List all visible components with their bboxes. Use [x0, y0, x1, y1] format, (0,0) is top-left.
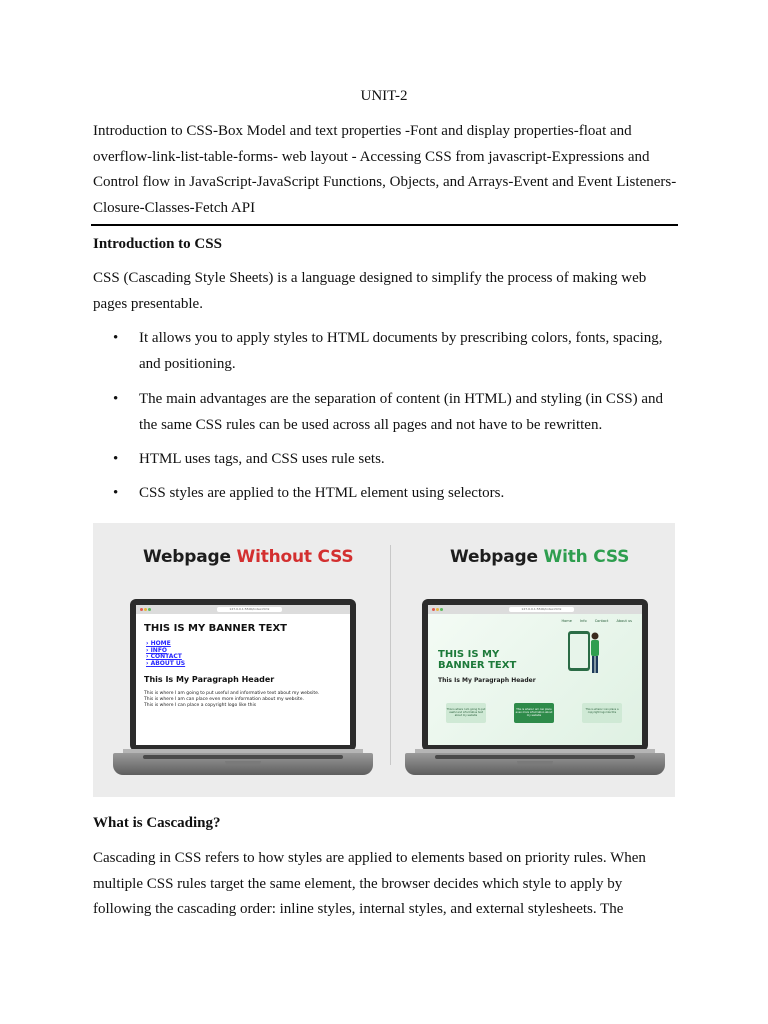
plain-banner-text: THIS IS MY BANNER TEXT [144, 623, 287, 634]
intro-heading: Introduction to CSS [93, 236, 222, 252]
nav-item: Home [561, 619, 572, 623]
bullet-icon: • [113, 451, 119, 467]
plain-text-line: This is where I am can place even more information about my website. [144, 697, 305, 702]
browser-bar [428, 605, 642, 614]
url-bar: 127.0.0.1:5500/index.html [509, 607, 573, 612]
styled-paragraph-header: This Is My Paragraph Header [438, 677, 536, 684]
styled-webpage-screen [428, 605, 642, 745]
info-card: This is where I can place a copyright logo like this [582, 703, 622, 723]
laptop-with-css [405, 597, 667, 779]
info-card: This is where I am can place even more information about my website [514, 703, 554, 723]
cascading-paragraph: Cascading in CSS refers to how styles are applied to elements based on priority rules. When multiple CSS rules target the same element, the browser decides which style to apply by following the cascading order: inline styles, internal styles, and external stylesheets. The [93, 850, 646, 917]
plain-text-line: This is where I can place a copyright logo like this [144, 703, 257, 708]
phone-illustration [568, 631, 590, 671]
plain-webpage-screen [136, 605, 350, 745]
bullet-text: It allows you to apply styles to HTML documents by prescribing colors, fonts, spacing, and positioning. [139, 330, 663, 372]
laptop-notch [225, 761, 261, 765]
intro-paragraph: CSS (Cascading Style Sheets) is a language designed to simplify the process of making web pages presentable. [93, 270, 647, 312]
plain-paragraph-header: This Is My Paragraph Header [144, 675, 275, 684]
window-dots [432, 608, 444, 612]
bullet-item [113, 387, 673, 438]
bullet-item [113, 326, 673, 377]
laptop-without-css [113, 597, 375, 779]
window-dots [140, 608, 152, 612]
plain-link: › ABOUT US [146, 659, 186, 667]
cascading-heading: What is Cascading? [93, 815, 221, 831]
bullet-item [113, 481, 673, 507]
bullet-text: The main advantages are the separation of content (in HTML) and styling (in CSS) and the same CSS rules can be used across all pages and not have to be rewritten. [139, 391, 664, 433]
css-comparison-figure [93, 523, 675, 797]
url-bar: 127.0.0.1:5500/index.html [217, 607, 281, 612]
topics-paragraph: Introduction to CSS-Box Model and text properties -Font and display properties-float and overflow-link-list-table-forms- web layout - Accessing CSS from javascript-Expressions and Control flow in JavaScript-JavaScript Functions, Objects, and Arrays-Event and Event Listeners-Closure-Classes-Fetch API [93, 123, 677, 216]
plain-link: › CONTACT [146, 653, 182, 660]
plain-link-list [146, 641, 185, 667]
unit-heading: UNIT-2 [360, 88, 408, 104]
laptop-notch [517, 761, 553, 765]
horizontal-rule [91, 224, 678, 226]
plain-link: › INFO [146, 646, 168, 654]
nav-item: Info [579, 619, 587, 623]
plain-text-line: This is where I am going to put useful and informative text about my website. [144, 691, 320, 696]
laptop-keyboard [143, 755, 343, 759]
info-card: This is where I am going to put useful and informative text about my website [446, 703, 486, 723]
divider-line [390, 545, 391, 765]
styled-banner-text: THIS IS MY BANNER TEXT [438, 649, 517, 671]
browser-bar [136, 605, 350, 614]
plain-link: › HOME [146, 640, 171, 647]
with-css-title: Webpage With CSS [450, 547, 630, 567]
nav-item: About us [616, 619, 632, 623]
bullet-icon: • [113, 330, 119, 346]
styled-nav [555, 619, 632, 623]
bullet-icon: • [113, 485, 119, 501]
bullet-text: CSS styles are applied to the HTML element using selectors. [139, 485, 505, 501]
nav-item: Contact [594, 619, 609, 623]
without-css-title: Webpage Without CSS [143, 547, 354, 567]
person-illustration [588, 631, 602, 677]
bullet-item [113, 447, 673, 473]
bullet-text: HTML uses tags, and CSS uses rule sets. [139, 451, 385, 467]
laptop-keyboard [435, 755, 635, 759]
bullet-icon: • [113, 391, 119, 407]
